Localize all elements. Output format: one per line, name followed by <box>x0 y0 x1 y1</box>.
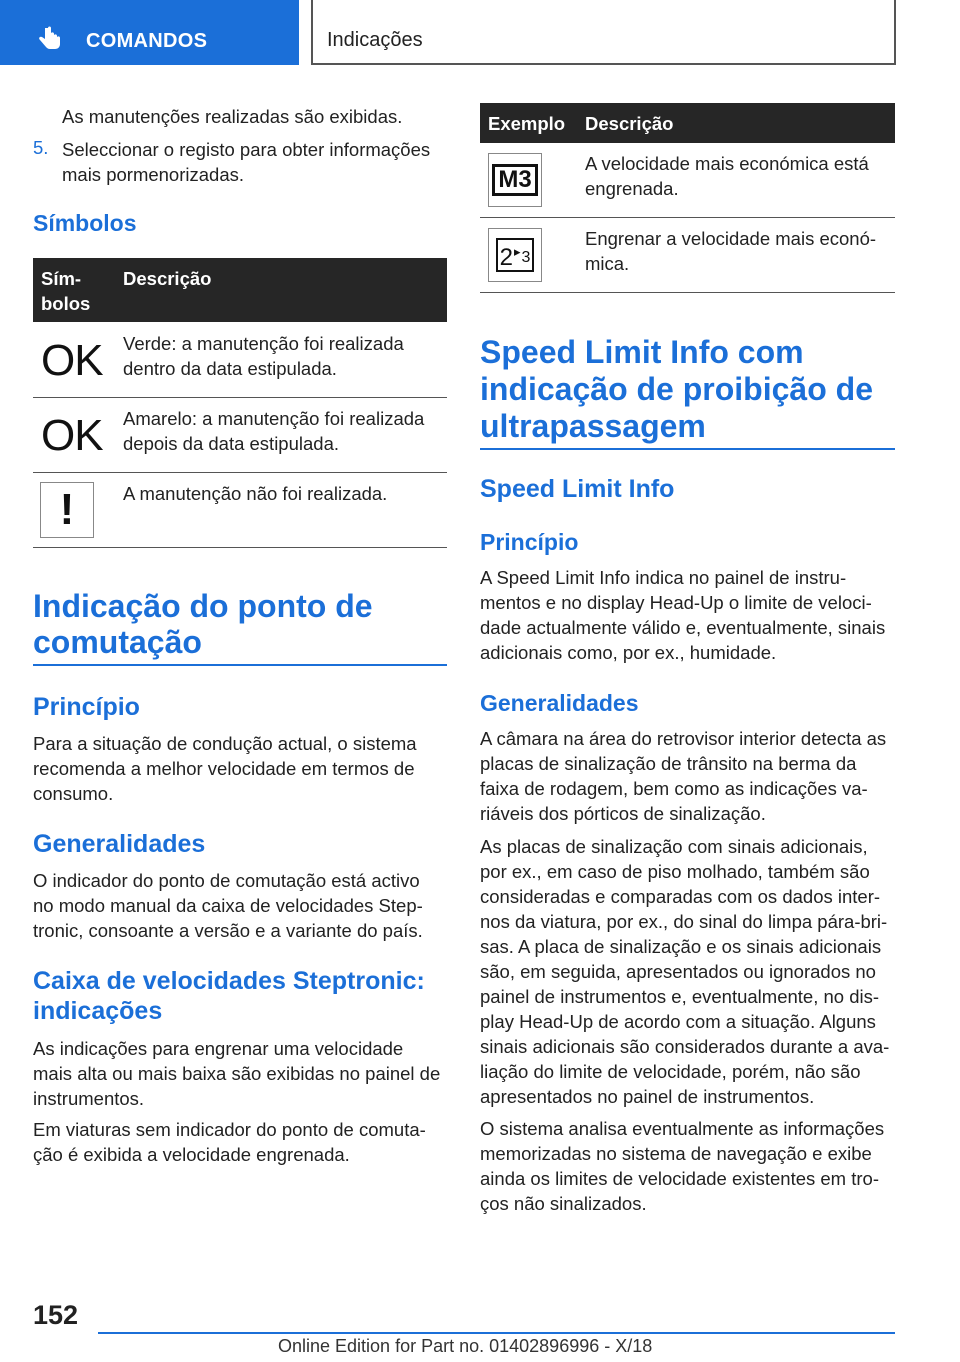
principio-paragraph-right <box>480 565 885 665</box>
speed-limit-info-heading: Speed Limit Info <box>480 475 675 503</box>
symbols-table-header <box>33 258 447 322</box>
caixa-heading-line2: indicações <box>33 997 163 1025</box>
paragraph-line: placas de sinalização de trânsito na berma da <box>480 753 857 774</box>
footer-edition: Online Edition for Part no. 01402896996 - X/18 <box>278 1336 653 1356</box>
example-col2-header: Descrição <box>585 113 674 134</box>
example-row-text: Engrenar a velocidade mais econó- <box>585 228 877 249</box>
step-number: 5. <box>33 137 49 158</box>
example-col1-header: Exemplo <box>488 113 566 134</box>
principio-heading: Princípio <box>33 693 140 721</box>
table-divider <box>480 292 895 293</box>
example-row-text: engrenada. <box>585 178 679 199</box>
table-divider <box>33 397 447 398</box>
paragraph-line: por ex., em caso de piso molhado, também são <box>480 861 870 882</box>
symbols-row-text: dentro da data estipulada. <box>123 358 337 379</box>
gear-m3-label: M3 <box>492 164 537 196</box>
ok-green-symbol: OK <box>41 336 103 385</box>
speed-limit-title-line1: Speed Limit Info com <box>480 334 804 370</box>
speed-limit-title-line2: indicação de proibição de <box>480 371 873 407</box>
list-continuation: As manutenções realizadas são exibidas. <box>62 106 403 127</box>
warning-exclamation-icon <box>40 482 94 538</box>
paragraph-line: liação do limite de velocidade, porém, não são <box>480 1061 861 1082</box>
symbols-row-text: depois da data estipulada. <box>123 433 340 454</box>
example-table-header <box>480 103 895 143</box>
table-divider <box>480 217 895 218</box>
header-tab-label: COMANDOS <box>86 30 208 52</box>
paragraph-line: consumo. <box>33 783 114 804</box>
paragraph-line: As placas de sinalização com sinais adicionais, <box>480 836 868 857</box>
paragraph-line: Para a situação de condução actual, o sistema <box>33 733 417 754</box>
speed-limit-title <box>480 334 873 445</box>
paragraph-line: play Head-Up de acordo com a situação. Alguns <box>480 1011 876 1032</box>
paragraph-line: consideradas e comparadas com os dados inter- <box>480 886 881 907</box>
principio-heading-right: Princípio <box>480 529 579 555</box>
paragraph-line: tronic, consoante a versão e a variante do país. <box>33 920 423 941</box>
paragraph-line: O indicador do ponto de comutação está activo <box>33 870 420 891</box>
upshift-to: 3 <box>521 249 531 266</box>
example-row-text: mica. <box>585 253 630 274</box>
step-text-line2: mais pormenorizadas. <box>62 164 244 185</box>
upshift-from: 2 <box>499 244 513 271</box>
header-section-label: Indicações <box>327 29 423 51</box>
paragraph-line: adicionais como, por ex., humidade. <box>480 642 777 663</box>
generalidades-paragraph <box>33 868 423 943</box>
paragraph-line: apresentados no painel de instrumentos. <box>480 1086 815 1107</box>
paragraph-line: no modo manual da caixa de velocidades Step- <box>33 895 423 916</box>
caixa-paragraph-2 <box>33 1117 426 1167</box>
step-text-line1: Seleccionar o registo para obter informações <box>62 139 431 160</box>
paragraph-line: mais alta ou mais baixa são exibidas no painel de <box>33 1063 441 1084</box>
paragraph-line: recomenda a melhor velocidade em termos de <box>33 758 415 779</box>
hand-pointer-icon <box>37 26 63 57</box>
paragraph-line: dade actualmente válido e, eventualmente, sinais <box>480 617 886 638</box>
upshift-symbol <box>496 238 535 272</box>
upshift-arrow-icon: ▸ <box>513 244 521 259</box>
paragraph-line: mentos e no display Head-Up o limite de veloci- <box>480 592 872 613</box>
symbols-row-text: Amarelo: a manutenção foi realizada <box>123 408 425 429</box>
section-title <box>33 588 373 660</box>
generalidades-paragraph-3 <box>480 1116 884 1216</box>
title-underline <box>33 664 447 666</box>
ok-yellow-symbol: OK <box>41 411 103 460</box>
upshift-icon <box>488 228 542 282</box>
symbols-col2-header: Descrição <box>123 268 212 289</box>
paragraph-line: A Speed Limit Info indica no painel de instru- <box>480 567 847 588</box>
table-divider <box>33 547 447 548</box>
section-title-line1: Indicação do ponto de <box>33 588 373 624</box>
paragraph-line: sas. A placa de sinalização e os sinais adicionais <box>480 936 882 957</box>
paragraph-line: ços não sinalizados. <box>480 1193 647 1214</box>
paragraph-line: A câmara na área do retrovisor interior detecta as <box>480 728 887 749</box>
header-section <box>311 0 896 65</box>
footer-rule <box>98 1332 895 1334</box>
symbols-col1-line2: bolos <box>41 293 91 314</box>
paragraph-line: ção é exibida a velocidade engrenada. <box>33 1144 350 1165</box>
table-divider <box>33 472 447 473</box>
paragraph-line: painel de instrumentos e, eventualmente, no dis- <box>480 986 880 1007</box>
paragraph-line: Em viaturas sem indicador do ponto de comuta- <box>33 1119 426 1140</box>
caixa-paragraph-1 <box>33 1036 440 1111</box>
gear-m3-icon <box>488 153 542 207</box>
principio-paragraph <box>33 731 417 806</box>
symbols-col1-line1: Sím- <box>41 268 82 289</box>
paragraph-line: As indicações para engrenar uma velocidade <box>33 1038 404 1059</box>
paragraph-line: riáveis dos pórticos de sinalização. <box>480 803 766 824</box>
caixa-heading-line1: Caixa de velocidades Steptronic: <box>33 967 425 995</box>
speed-limit-title-line3: ultrapassagem <box>480 408 706 444</box>
paragraph-line: faixa de rodagem, bem como as indicações va- <box>480 778 868 799</box>
paragraph-line: sinais adicionais são considerados durante a ava- <box>480 1036 890 1057</box>
exclamation-symbol: ! <box>59 485 75 534</box>
generalidades-paragraph-2 <box>480 834 889 1109</box>
example-row-text: A velocidade mais económica está <box>585 153 869 174</box>
paragraph-line: O sistema analisa eventualmente as informações <box>480 1118 885 1139</box>
paragraph-line: memorizadas no sistema de navegação e exibe <box>480 1143 872 1164</box>
symbols-row-text: A manutenção não foi realizada. <box>123 483 388 504</box>
caixa-heading <box>33 966 425 1026</box>
paragraph-line: ainda os limites de velocidade existentes em tro- <box>480 1168 879 1189</box>
generalidades-heading-right: Generalidades <box>480 690 639 716</box>
paragraph-line: nos da viatura, por ex., do sinal do limpa pára-bri- <box>480 911 888 932</box>
symbols-row-text: Verde: a manutenção foi realizada <box>123 333 404 354</box>
page-number: 152 <box>33 1300 79 1330</box>
paragraph-line: são, em seguida, apresentados ou ignorados no <box>480 961 876 982</box>
generalidades-heading: Generalidades <box>33 830 206 858</box>
title-underline <box>480 448 895 450</box>
paragraph-line: instrumentos. <box>33 1088 145 1109</box>
section-title-line2: comutação <box>33 624 202 660</box>
header-tab-comandos[interactable] <box>0 0 299 65</box>
simbolos-heading: Símbolos <box>33 210 137 236</box>
generalidades-paragraph-1 <box>480 726 886 826</box>
